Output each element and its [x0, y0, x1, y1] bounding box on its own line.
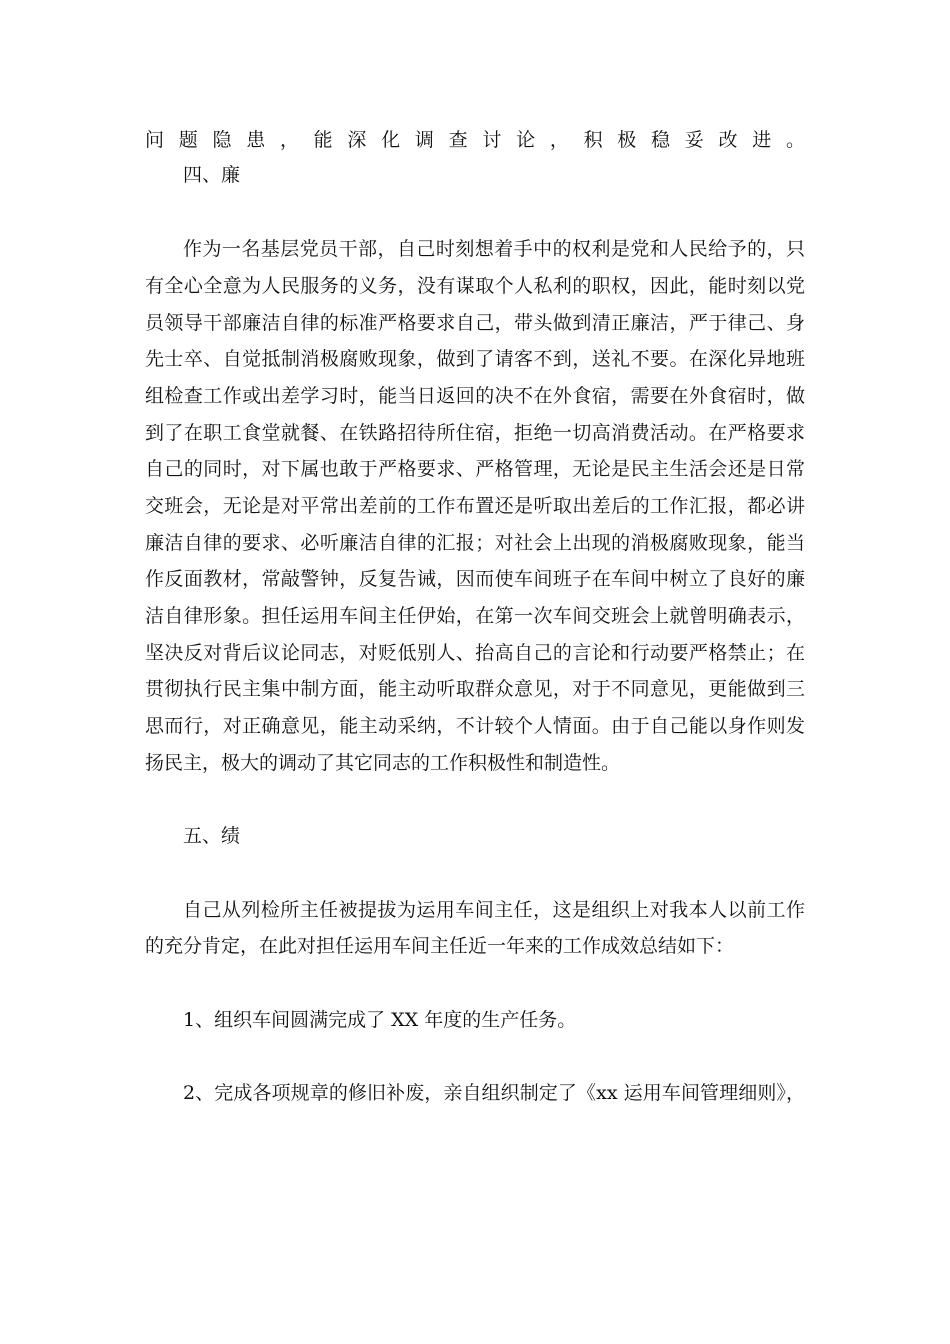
section4-line-2: 有全心全意为人民服务的义务，没有谋取个人私利的职权，因此，能时刻以党	[145, 275, 805, 297]
section5-line-1: 自己从列检所主任被提拔为运用车间主任，这是组织上对我本人以前工作	[183, 899, 805, 921]
section4-line-4: 先士卒、自觉抵制消极腐败现象，做到了请客不到，送礼不要。在深化异地班	[145, 348, 805, 370]
section4-line-6: 到了在职工食堂就餐、在铁路招待所住宿，拒绝一切高消费活动。在严格要求	[145, 422, 805, 444]
section4-line-15: 扬民主，极大的调动了其它同志的工作积极性和制造性。	[145, 752, 621, 774]
list-item-1: 1、组织车间圆满完成了 XX 年度的生产任务。	[183, 1009, 577, 1031]
intro-tail-line: 问题隐患，能深化调查讨论，积极稳妥改进。	[145, 129, 805, 151]
section4-line-8: 交班会，无论是对平常出差前的工作布置还是听取出差后的工作汇报，都必讲	[145, 495, 805, 517]
section5-line-2: 的充分肯定，在此对担任运用车间主任近一年来的工作成效总结如下：	[145, 935, 735, 957]
section4-line-12: 坚决反对背后议论同志，对贬低别人、抬高自己的言论和行动要严格禁止；在	[145, 642, 805, 664]
section4-line-14: 思而行，对正确意见，能主动采纳，不计较个人情面。由于自己能以身作则发	[145, 715, 805, 737]
section4-line-7: 自己的同时，对下属也敢于严格要求、严格管理，无论是民主生活会还是日常	[145, 458, 805, 480]
section4-line-3: 员领导干部廉洁自律的标准严格要求自己，带头做到清正廉洁，严于律己、身	[145, 312, 805, 334]
section4-line-11: 洁自律形象。担任运用车间主任伊始，在第一次车间交班会上就曾明确表示，	[145, 605, 805, 627]
section4-line-5: 组检查工作或出差学习时，能当日返回的决不在外食宿，需要在外食宿时，做	[145, 385, 805, 407]
section4-line-10: 作反面教材，常敲警钟，反复告诫，因而使车间班子在车间中树立了良好的廉	[145, 568, 805, 590]
section4-line-1: 作为一名基层党员干部，自己时刻想着手中的权利是党和人民给予的，只	[183, 238, 805, 260]
section4-line-9: 廉洁自律的要求、必听廉洁自律的汇报；对社会上出现的消极腐败现象，能当	[145, 532, 805, 554]
section4-heading: 四、廉	[183, 164, 241, 186]
section4-line-13: 贯彻执行民主集中制方面，能主动听取群众意见，对于不同意见，更能做到三	[145, 678, 805, 700]
list-item-2: 2、完成各项规章的修旧补废，亲自组织制定了《xx 运用车间管理细则》，	[183, 1082, 805, 1104]
section5-heading: 五、绩	[183, 825, 241, 847]
